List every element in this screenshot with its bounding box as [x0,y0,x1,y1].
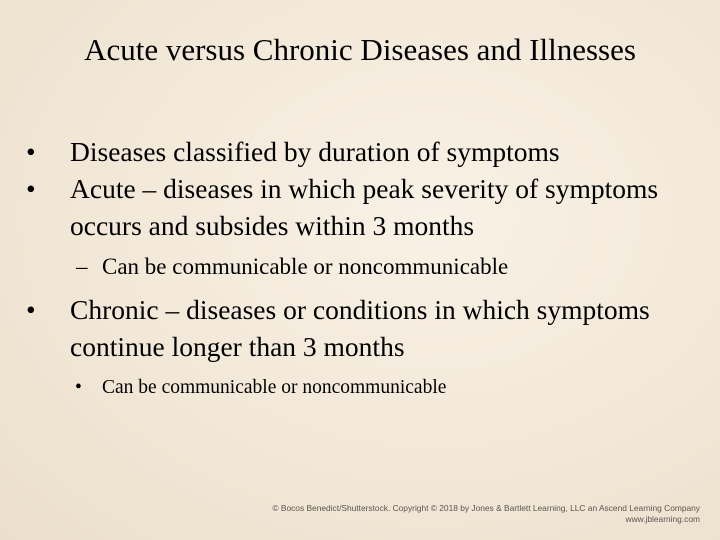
sub-bullet-text: Can be communicable or noncommunicable [102,377,447,398]
bullet-text: Chronic – diseases or conditions in which symptoms continue longer than 3 months [70,294,650,362]
credit-line: © Bocos Benedict/Shutterstock. Copyright © 2018 by Jones & Bartlett Learning, LLC an Ascend Learning Company [272,503,700,513]
sub-bullet-acute [24,252,684,282]
bullet-acute [24,170,684,244]
sub-bullet-text: Can be communicable or noncommunicable [102,254,509,279]
slide-title: Acute versus Chronic Diseases and Illnesses [84,32,636,67]
credit-website: www.jblearning.com [625,514,700,524]
sub-bullet-chronic [24,375,684,401]
bullet-duration [24,133,684,170]
bullet-mark: • [75,377,82,398]
bullet-text: Acute – diseases in which peak severity of symptoms occurs and subsides within 3 months [70,173,659,241]
bullet-text: Diseases classified by duration of symptoms [70,136,560,167]
dash-mark: – [76,254,88,279]
copyright-credit [272,503,700,525]
bullet-mark: • [26,173,36,204]
slide-body [24,133,684,401]
bullet-mark: • [26,294,36,325]
bullet-chronic [24,291,684,365]
bullet-mark: • [26,136,36,167]
